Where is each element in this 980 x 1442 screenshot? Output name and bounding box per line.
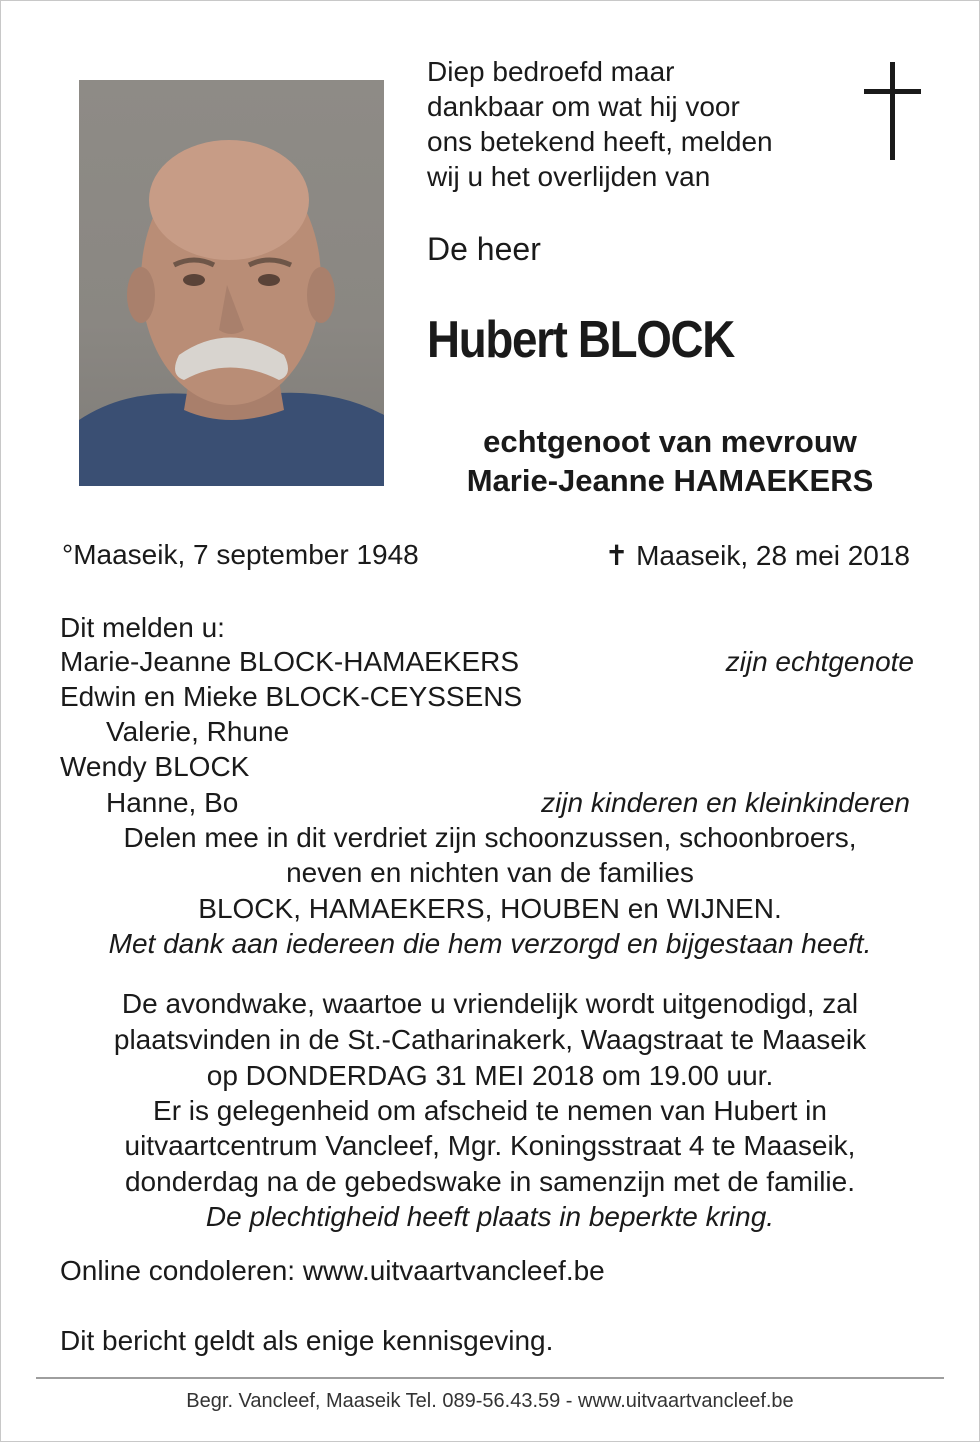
intro-text: Diep bedroefd maar dankbaar om wat hij voor ons betekend heeft, melden wij u het overlijden van (427, 56, 773, 192)
ceremony-line-1: De avondwake, waartoe u vriendelijk wordt uitgenodigd, zal (121, 988, 859, 1019)
family-spouse: Marie-Jeanne BLOCK-HAMAEKERS (60, 646, 520, 677)
spouse-line-1: echtgenoot van mevrouw (483, 424, 857, 459)
ceremony-line-3: op DONDERDAG 31 MEI 2018 om 19.00 uur. (206, 1060, 774, 1091)
ceremony-line-7: De plechtigheid heeft plaats in beperkte kring. (205, 1201, 775, 1232)
family-intro: Dit melden u: (60, 612, 225, 643)
closing-notice: Dit bericht geldt als enige kennisgeving. (60, 1325, 554, 1356)
deceased-name: Hubert BLOCK (427, 311, 735, 369)
family-grandchildren-1: Valerie, Rhune (106, 716, 290, 747)
family-others-3: BLOCK, HAMAEKERS, HOUBEN en WIJNEN. (198, 893, 782, 924)
ceremony-line-5: uitvaartcentrum Vancleef, Mgr. Koningsstraat 4 te Maaseik, (124, 1130, 856, 1161)
family-others-2: neven en nichten van de families (286, 857, 694, 888)
family-children-role: zijn kinderen en kleinkinderen (541, 787, 910, 818)
ceremony-line-6: donderdag na de gebedswake in samenzijn met de familie. (124, 1166, 855, 1197)
portrait-photo (79, 80, 384, 486)
online-condolences: Online condoleren: www.uitvaartvancleef.be (60, 1255, 605, 1286)
honorific: De heer (427, 231, 541, 267)
family-thanks: Met dank aan iedereen die hem verzorgd en bijgestaan heeft. (108, 928, 872, 959)
latin-cross-icon (862, 62, 924, 160)
footer-divider (36, 1377, 944, 1379)
family-spouse-role: zijn echtgenote (725, 646, 914, 677)
ceremony-line-2: plaatsvinden in de St.-Catharinakerk, Waagstraat te Maaseik (113, 1024, 867, 1055)
spouse-line-2: Marie-Jeanne HAMAEKERS (466, 463, 874, 498)
family-grandchildren-2: Hanne, Bo (106, 787, 239, 818)
ceremony-line-4: Er is gelegenheid om afscheid te nemen van Hubert in (153, 1095, 827, 1126)
family-child-2: Wendy BLOCK (60, 751, 250, 782)
birth-date: °Maaseik, 7 september 1948 (62, 539, 419, 570)
death-date: ✝ Maaseik, 28 mei 2018 (604, 540, 910, 571)
funeral-home-footer: Begr. Vancleef, Maaseik Tel. 089-56.43.59 - www.uitvaartvancleef.be (186, 1390, 794, 1412)
spouse-block (420, 422, 920, 500)
family-others-1: Delen mee in dit verdriet zijn schoonzussen, schoonbroers, (123, 822, 857, 853)
portrait-illustration (79, 80, 384, 486)
family-child-1: Edwin en Mieke BLOCK-CEYSSENS (60, 681, 523, 712)
